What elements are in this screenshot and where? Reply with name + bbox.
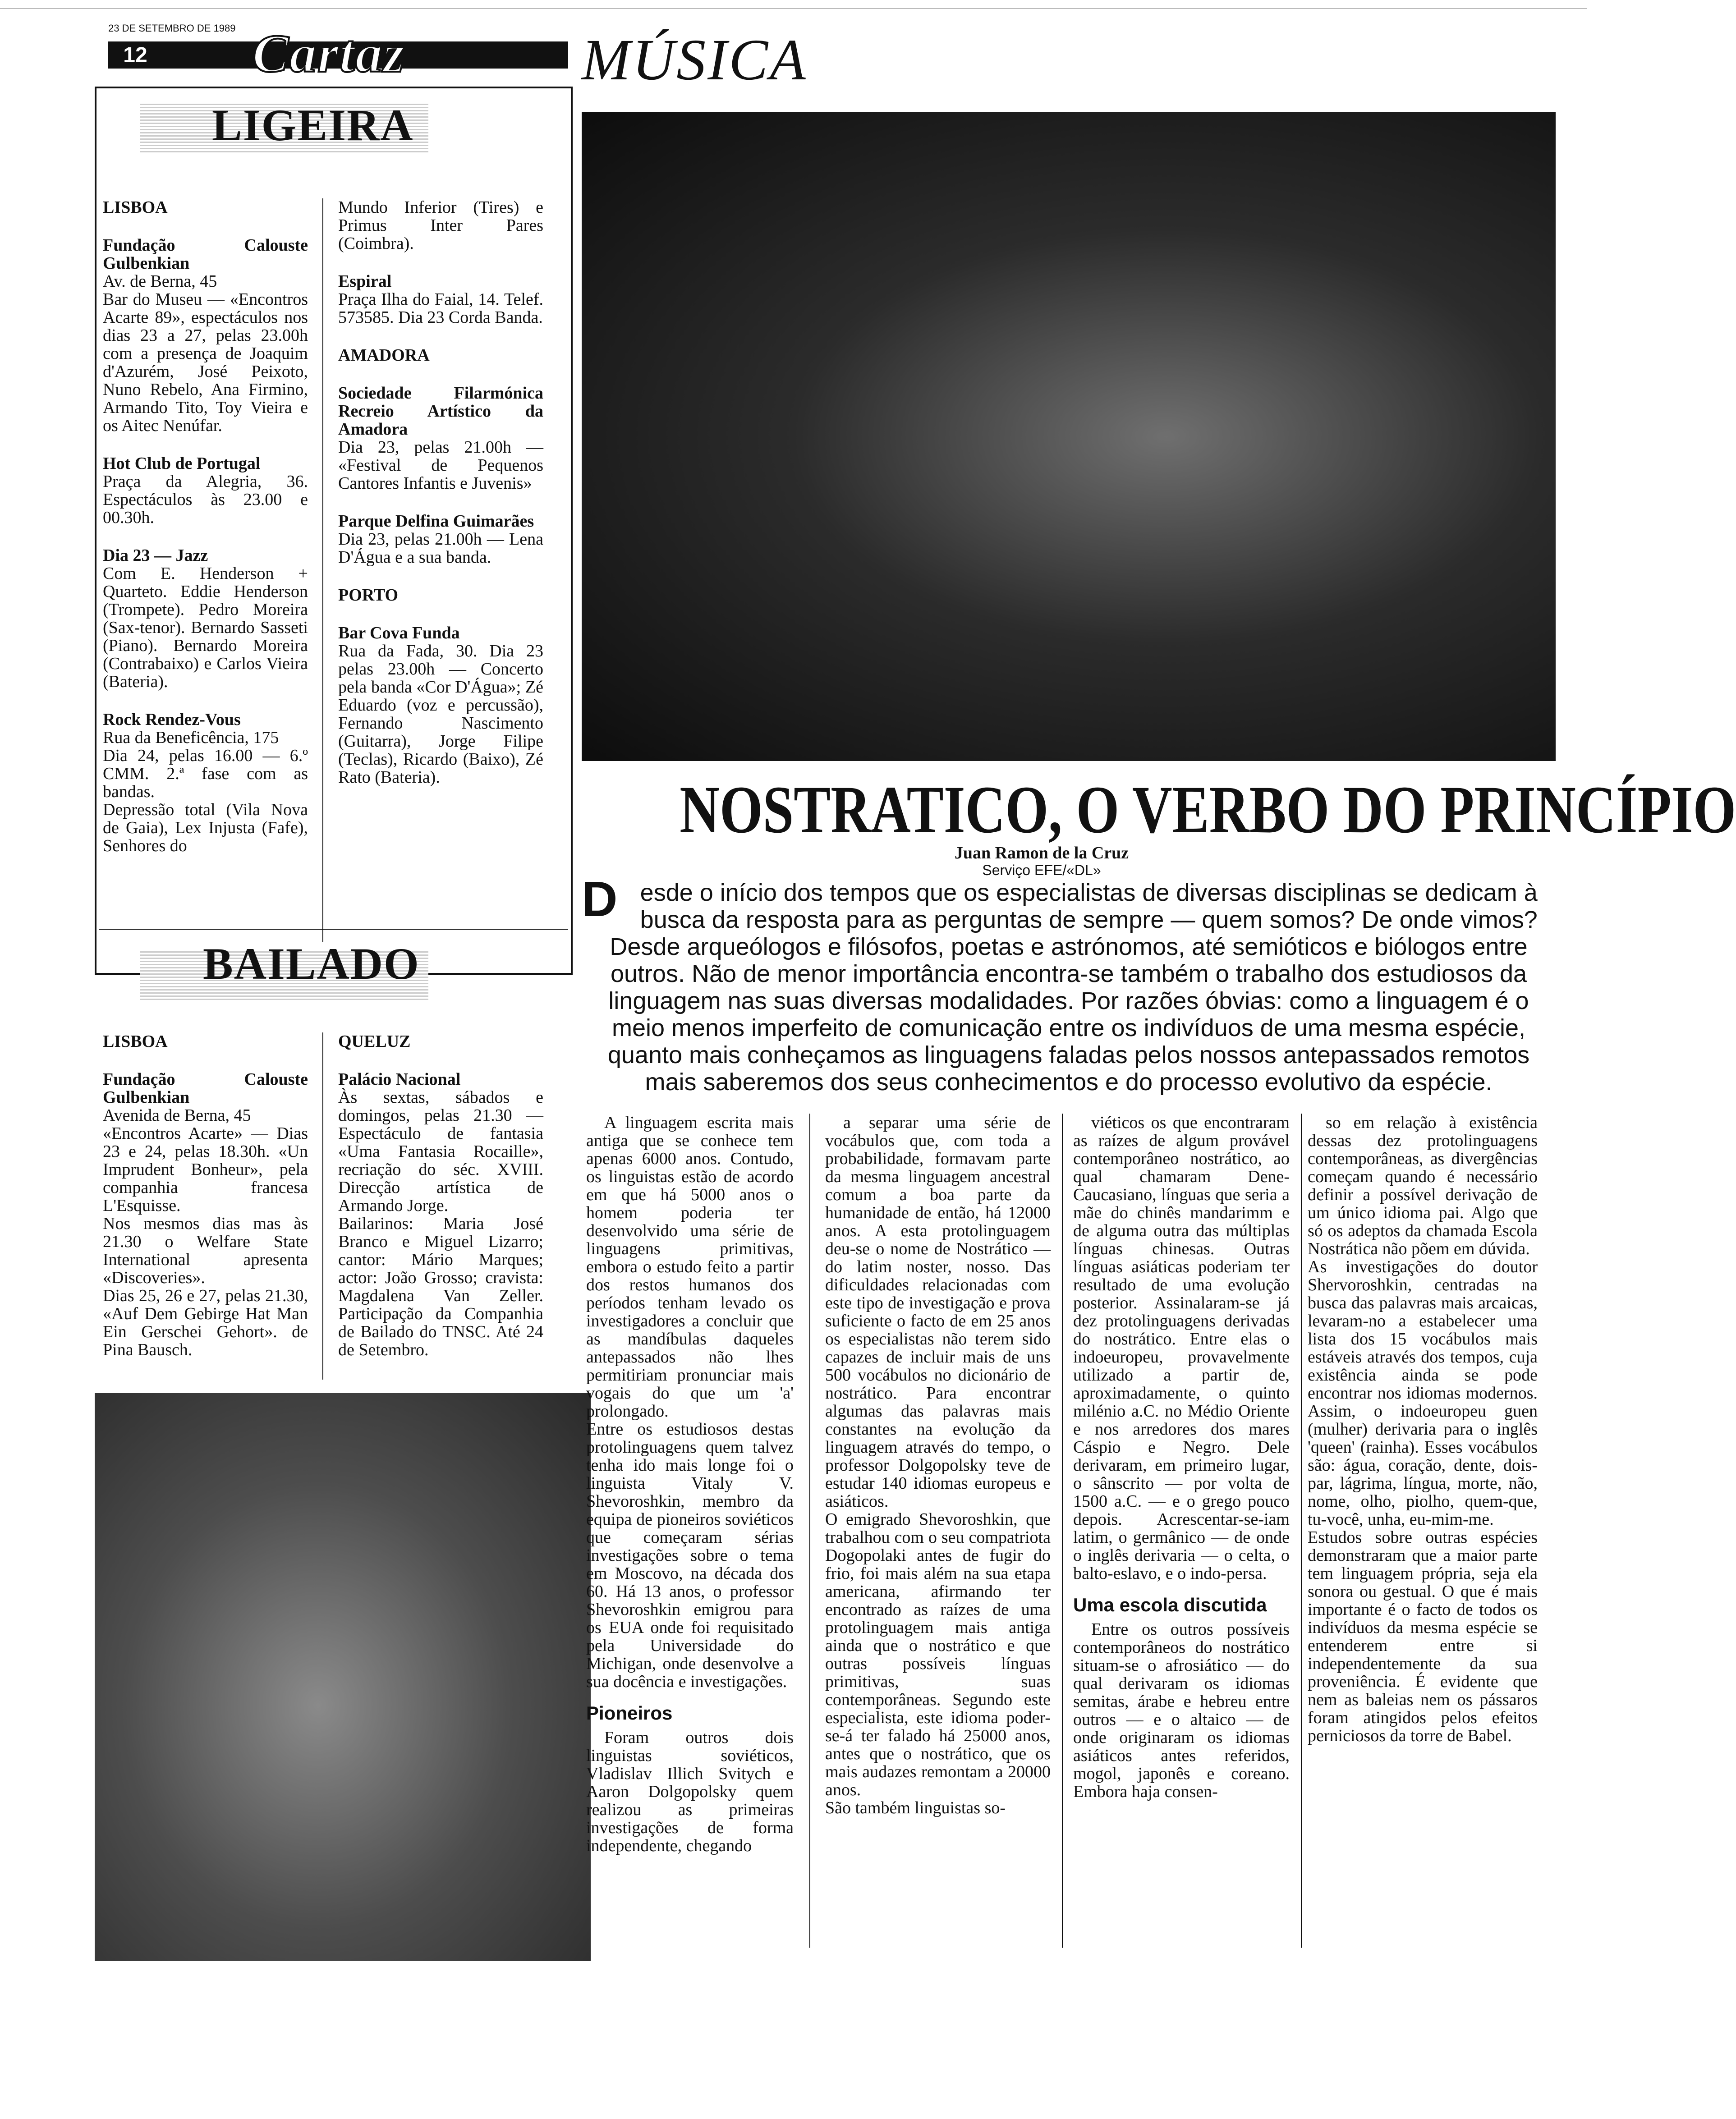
venue-name: Rock Rendez-Vous — [103, 710, 241, 729]
ligeira-right-column — [338, 198, 543, 806]
bailado-heading: BAILADO — [203, 939, 420, 989]
cartaz-logo: Cartaz — [253, 23, 405, 83]
section-rule — [99, 929, 568, 930]
venue-name: Espiral — [338, 272, 392, 291]
venue-name: Palácio Nacional — [338, 1070, 461, 1089]
city-heading: AMADORA — [338, 346, 430, 365]
listing-entry — [338, 1070, 543, 1359]
column-divider — [322, 198, 323, 942]
listing-text: Mundo Inferior (Tires) e Primus Inter Pares (Coimbra). — [338, 198, 543, 253]
column-divider — [809, 1114, 810, 1948]
column-text: so em relação à existência dessas dez protolinguagens contemporâneas, as divergências começam quando é necessário definir a possível derivação de um único idioma pai. Algo que só os adeptos da chamada Escola Nostrática não põem em dúvida. As investigações do doutor Shervoroshkin, centradas na busca das palavras mais arcaicas, levaram-no a estabelecer uma lista dos 15 vocábulos mais estáveis através dos tempos, cuja existência ainda se pode encontrar nos idiomas modernos. Assim, o indoeuropeu guen (mulher) derivaria para o inglês 'queen' (rainha). Esses vocábulos são: água, coração, dente, dois-par, lágrima, língua, morte, não, nome, olho, piolho, quem-que, tu-você, unha, eu-mim-me. Estudos sobre outras espécies demonstraram que a maior parte tem linguagem própria, seja ela sonora ou gestual. O que é mais importante é o facto de todos os indivíduos da mesma espécie se entenderem entre si independentemente da sua proveniência. É evidente que nem as baleias nem os pássaros foram atingidos pelos efeitos perniciosos da torre de Babel. — [1308, 1113, 1538, 1745]
listing-text: Avenida de Berna, 45 «Encontros Acarte» — Dias 23 e 24, pelas 18.30h. «Un Imprudent Bonheur», pela companhia francesa L'Esquisse. Nos mesmos dias mas às 21.30 o Welfare State International apresenta «Discoveries». Dias 25, 26 e 27, pelas 21.30, «Auf Dem Gebirge Hat Man Ein Gerschei Gehort». de Pina Bausch. — [103, 1106, 308, 1359]
article-photo — [582, 112, 1556, 761]
listing-text: Dia 23, pelas 21.00h — «Festival de Pequenos Cantores Infantis e Juvenis» — [338, 438, 543, 493]
bailado-left-column — [103, 1032, 308, 1379]
article-lead — [582, 871, 1556, 1096]
venue-name: Sociedade Filarmónica Recreio Artístico da Amadora — [338, 384, 543, 439]
column-text: Foram outros dois linguistas soviéticos, Vladislav Illich Svitych e Aaron Dolgopolsky quem realizou as primeiras investigações de forma independente, chegando — [586, 1728, 794, 1855]
listing-text: Com E. Henderson + Quarteto. Eddie Henderson (Trompete). Pedro Moreira (Sax-tenor). Bernardo Sasseti (Piano). Bernardo Moreira (Contrabaixo) e Carlos Vieira (Bateria). — [103, 564, 308, 691]
city-heading: LISBOA — [103, 1032, 168, 1051]
city-heading: QUELUZ — [338, 1032, 411, 1051]
listing-text: Praça Ilha do Faial, 14. Telef. 573585. Dia 23 Corda Banda. — [338, 290, 543, 327]
venue-name: Parque Delfina Guimarães — [338, 512, 534, 531]
column-divider — [1301, 1114, 1302, 1948]
section-title: MÚSICA — [582, 28, 808, 92]
subheading: Pioneiros — [586, 1702, 673, 1724]
article-author: Juan Ramon de la Cruz — [954, 844, 1129, 862]
subheading: Uma escola discutida — [1073, 1594, 1267, 1615]
article-agency: Serviço EFE/«DL» — [982, 862, 1101, 878]
listing-entry — [338, 384, 543, 492]
article-column-2 — [825, 1114, 1051, 1948]
city-heading: PORTO — [338, 586, 399, 605]
article-column-4 — [1308, 1114, 1538, 1948]
ligeira-left-column — [103, 198, 308, 875]
top-rule — [0, 8, 1587, 9]
listing-text: Às sextas, sábados e domingos, pelas 21.30 — Espectáculo de fantasia «Uma Fantasia Rocaille», recriação do séc. XVIII. Direcção artística de Armando Jorge. Bailarinos: Maria José Branco e Miguel Lizarro; cantor: Mário Marques; actor: João Grosso; cravista: Magdalena Van Zeller. Participação da Companhia de Bailado do TNSC. Até 24 de Setembro. — [338, 1088, 543, 1359]
venue-name: Bar Cova Funda — [338, 624, 460, 642]
column-divider — [1062, 1114, 1063, 1948]
venue-name: Hot Club de Portugal — [103, 454, 261, 473]
bailado-right-column — [338, 1032, 543, 1379]
venue-name: Dia 23 — Jazz — [103, 546, 208, 565]
venue-name: Fundação Calouste Gulbenkian — [103, 1070, 308, 1107]
listing-text: Praça da Alegria, 36. Espectáculos às 23.00 e 00.30h. — [103, 472, 308, 527]
article-headline: NOSTRATICO, O VERBO DO PRINCÍPIO — [680, 772, 1736, 847]
listing-entry — [103, 236, 308, 435]
listing-entry — [338, 624, 543, 786]
page-number: 12 — [108, 41, 162, 69]
column-text: viéticos os que encontraram as raízes de algum provável contemporâneo nostrático, ao qual chamaram Dene-Caucasiano, línguas que seria a mãe do chinês mandarimm e de alguma outra das múltiplas línguas chinesas. Outras línguas asiáticas poderiam ter resultado de uma evolução posterior. Assinalaram-se já dez protolinguagens derivadas do nostrático. Entre elas o indoeuropeu, provavelmente utilizado a partir de, aproximadamente, o quinto milénio a.C. no Médio Oriente e nos arredores dos mares Cáspio e Negro. Dele derivaram, em primeiro lugar, o sânscrito — por volta de 1500 a.C. — e o grego pouco depois. Acrescentar-se-iam latim, o germânico — de onde o inglês derivaria — o celta, o balto-eslavo, e o indo-persa. — [1073, 1113, 1290, 1583]
listing-entry — [103, 711, 308, 855]
venue-name: Fundação Calouste Gulbenkian — [103, 236, 308, 273]
article-column-1 — [586, 1114, 794, 1948]
city-heading: LISBOA — [103, 198, 168, 217]
listing-entry — [338, 272, 543, 326]
column-text: Entre os outros possíveis contemporâneos do nostrático situam-se o afrosiático — do qual derivaram os idiomas semitas, árabe e hebreu entre outros — e o altaico — de onde originaram os idiomas asiáticos antes referidos, mogol, japonês e coreano. Embora haja consen- — [1073, 1620, 1290, 1801]
column-text: a separar uma série de vocábulos que, com toda a probabilidade, formavam parte da mesma linguagem ancestral comum a boa parte da humanidade de então, há 12000 anos. A esta protolinguagem deu-se o nome de Nostrático — do latim noster, nosso. Das dificuldades relacionadas com este tipo de investigação e prova suficiente o facto de em 25 anos os especialistas não terem sido capazes de incluir mais de uns 500 vocábulos no dicionário de nostrático. Para encontrar algumas das palavras mais constantes na evolução da linguagem através do tempo, o professor Dolgopolsky teve de estudar 140 idiomas europeus e asiáticos. O emigrado Shevoroshkin, que trabalhou com o seu compatriota Dogopolaki antes de fugir do frio, foi mais além na sua etapa americana, afirmando ter encontrado as raízes de uma protolinguagem mais antiga ainda que o nostrático e que outras possíveis línguas primitivas, suas contemporâneas. Segundo este especialista, este idioma poder-se-á ter falado há 25000 anos, antes que o nostrático, que os mais audazes remontam a 20000 anos. São também linguistas so- — [825, 1113, 1051, 1817]
listing-text: Av. de Berna, 45 Bar do Museu — «Encontros Acarte 89», espectáculos nos dias 23 a 27, pelas 23.00h com a presença de Joaquim d'Azurém, José Peixoto, Nuno Rebelo, Ana Firmino, Armando Tito, Toy Vieira e os Aitec Nenúfar. — [103, 272, 308, 435]
ligeira-heading: LIGEIRA — [212, 100, 414, 150]
column-text: A linguagem escrita mais antiga que se conhece tem apenas 6000 anos. Contudo, os linguistas estão de acordo em que há 5000 anos o homem poderia ter desenvolvido uma série de linguagens primitivas, embora o estudo feito a partir dos restos humanos dos períodos tenham levado os investigadores a concluir que as mandíbulas daqueles antepassados não lhes permitiriam pronunciar mais vogais do que um 'a' prolongado. Entre os estudiosos destas protolinguagens quem talvez tenha ido mais longe foi o linguista Vitaly V. Shevoroshkin, membro da equipa de pioneiros soviéticos que começaram sérias investigações sobre o tema em Moscovo, na década dos 60. Há 13 anos, o professor Shevoroshkin emigrou para os EUA onde foi requisitado pela Universidade do Michigan, onde desenvolve a sua docência e investigações. — [586, 1113, 794, 1691]
listing-entry — [103, 454, 308, 527]
listing-entry — [338, 198, 543, 252]
article-column-3 — [1073, 1114, 1290, 1948]
column-divider — [322, 1032, 323, 1380]
lead-text: esde o início dos tempos que os especialistas de diversas disciplinas se dedicam à busca da resposta para as perguntas de sempre — quem somos? De onde vimos? Desde arqueólogos e filósofos, poetas e astrónomos, até semióticos e biólogos entre outros. Não de menor importância encontra-se também o trabalho dos estudiosos da linguagem nas suas diversas modalidades. Por razões óbvias: como a linguagem é o meio menos imperfeito de comunicação entre os indivíduos de uma mesma espécie, quanto mais conheçamos as linguagens faladas pelos nossos antepassados remotos mais saberemos dos seus conhecimentos e do processo evolutivo da espécie. — [607, 879, 1538, 1096]
drop-cap: D — [582, 871, 618, 927]
listing-entry — [103, 546, 308, 691]
issue-date: 23 DE SETEMBRO DE 1989 — [108, 23, 236, 34]
dance-photo — [95, 1393, 591, 1961]
listing-entry — [338, 512, 543, 566]
listing-text: Rua da Fada, 30. Dia 23 pelas 23.00h — Concerto pela banda «Cor D'Água»; Zé Eduardo (voz e percussão), Fernando Nascimento (Guitarra), Jorge Filipe (Teclas), Ricardo (Baixo), Zé Rato (Bateria). — [338, 642, 543, 787]
listing-text: Dia 23, pelas 21.00h — Lena D'Água e a sua banda. — [338, 530, 543, 567]
listing-text: Rua da Beneficência, 175 Dia 24, pelas 16.00 — 6.º CMM. 2.ª fase com as bandas. Depressão total (Vila Nova de Gaia), Lex Injusta (Fafe), Senhores do — [103, 728, 308, 855]
listing-entry — [103, 1070, 308, 1359]
